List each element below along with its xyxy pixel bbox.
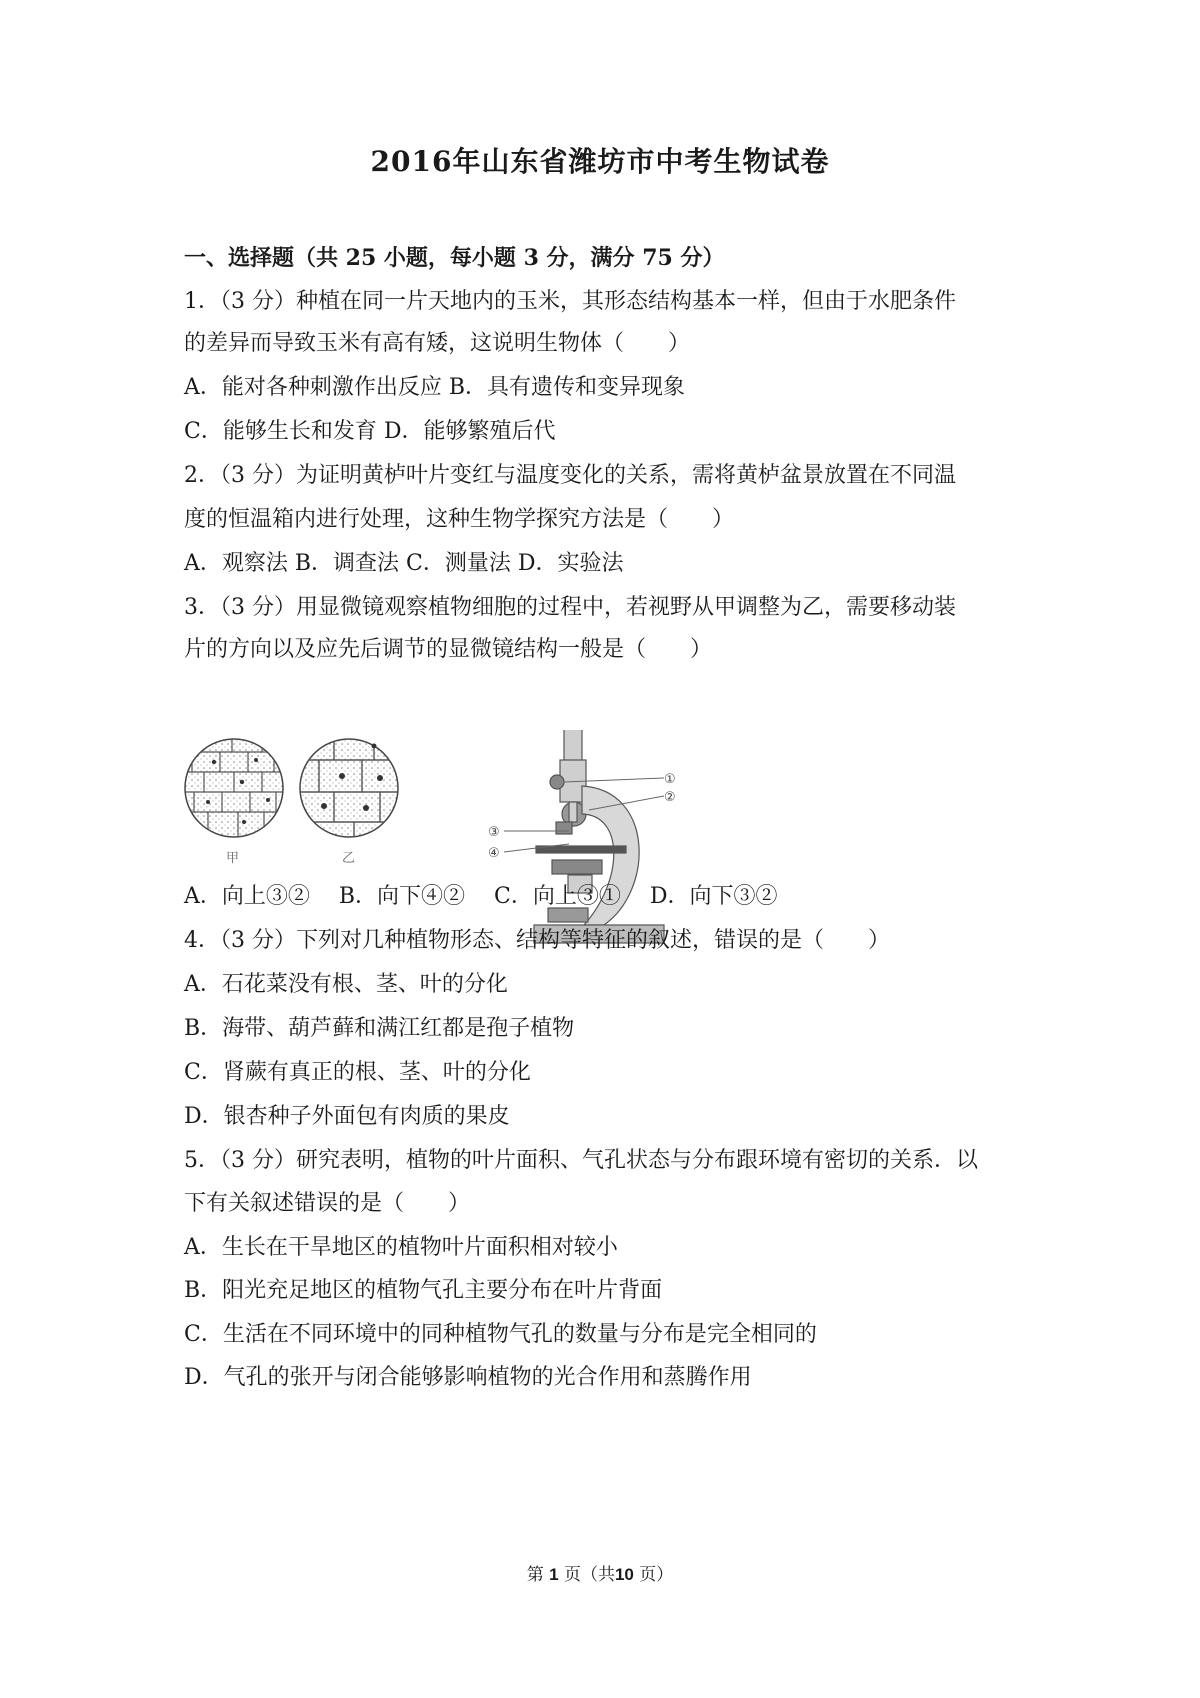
label-jia: 甲 xyxy=(226,851,240,866)
q5-stem-line1: 5．（3 分）研究表明，植物的叶片面积、气孔状态与分布跟环境有密切的关系．以 xyxy=(184,1148,978,1173)
cell-view-jia xyxy=(184,730,284,840)
marker-1: ① xyxy=(664,772,676,787)
q4-stem: 4．（3 分）下列对几种植物形态、结构等特征的叙述，错误的是（ ） xyxy=(184,928,890,953)
footer-suffix: 页） xyxy=(633,1565,674,1585)
q5-option-d: D．气孔的张开与闭合能够影响植物的光合作用和蒸腾作用 xyxy=(184,1365,752,1390)
q2-stem-line2: 度的恒温箱内进行处理，这种生物学探究方法是（ ） xyxy=(184,507,735,532)
marker-4: ④ xyxy=(488,846,500,861)
page-title: 2016年山东省潍坊市中考生物试卷 xyxy=(370,145,830,178)
marker-3: ③ xyxy=(488,825,500,840)
footer-total-pages: 10 xyxy=(614,1565,634,1584)
q5-option-b: B．阳光充足地区的植物气孔主要分布在叶片背面 xyxy=(184,1278,663,1303)
section-heading: 一、选择题（共 25 小题，每小题 3 分，满分 75 分） xyxy=(184,245,725,271)
marker-2: ② xyxy=(664,790,676,805)
footer-mid: 页（共 xyxy=(558,1565,615,1585)
q3-options: A．向上③② B．向下④② C．向上③① D．向下③② xyxy=(184,884,778,909)
q3-stem-line1: 3．（3 分）用显微镜观察植物细胞的过程中，若视野从甲调整为乙，需要移动装 xyxy=(184,595,956,620)
footer-prefix: 第 xyxy=(526,1565,550,1585)
q4-option-b: B．海带、葫芦藓和满江红都是孢子植物 xyxy=(184,1016,575,1041)
q4-option-d: D．银杏种子外面包有肉质的果皮 xyxy=(184,1104,510,1129)
cell-view-yi xyxy=(300,730,398,840)
q1-options-ab: A．能对各种刺激作出反应 B．具有遗传和变异现象 xyxy=(184,375,686,400)
q5-stem-line2: 下有关叙述错误的是（ ） xyxy=(184,1191,471,1216)
q2-stem-line1: 2．（3 分）为证明黄栌叶片变红与温度变化的关系，需将黄栌盆景放置在不同温 xyxy=(184,463,956,488)
q2-options: A．观察法 B．调查法 C．测量法 D．实验法 xyxy=(184,551,624,576)
q4-option-a: A．石花菜没有根、茎、叶的分化 xyxy=(184,972,508,997)
q4-option-c: C．肾蕨有真正的根、茎、叶的分化 xyxy=(184,1060,531,1085)
q3-figure xyxy=(184,730,684,945)
q5-option-a: A．生长在干旱地区的植物叶片面积相对较小 xyxy=(184,1235,618,1260)
q1-stem-line1: 1．（3 分）种植在同一片天地内的玉米，其形态结构基本一样，但由于水肥条件 xyxy=(184,289,956,314)
q5-option-c: C．生活在不同环境中的同种植物气孔的数量与分布是完全相同的 xyxy=(184,1322,817,1347)
q3-stem-line2: 片的方向以及应先后调节的显微镜结构一般是（ ） xyxy=(184,637,713,662)
footer-page-number: 1 xyxy=(549,1565,559,1584)
q1-stem-line2: 的差异而导致玉米有高有矮，这说明生物体（ ） xyxy=(184,331,691,356)
page-footer xyxy=(0,1560,1200,1585)
q1-options-cd: C．能够生长和发育 D．能够繁殖后代 xyxy=(184,419,556,444)
label-yi: 乙 xyxy=(342,851,356,866)
